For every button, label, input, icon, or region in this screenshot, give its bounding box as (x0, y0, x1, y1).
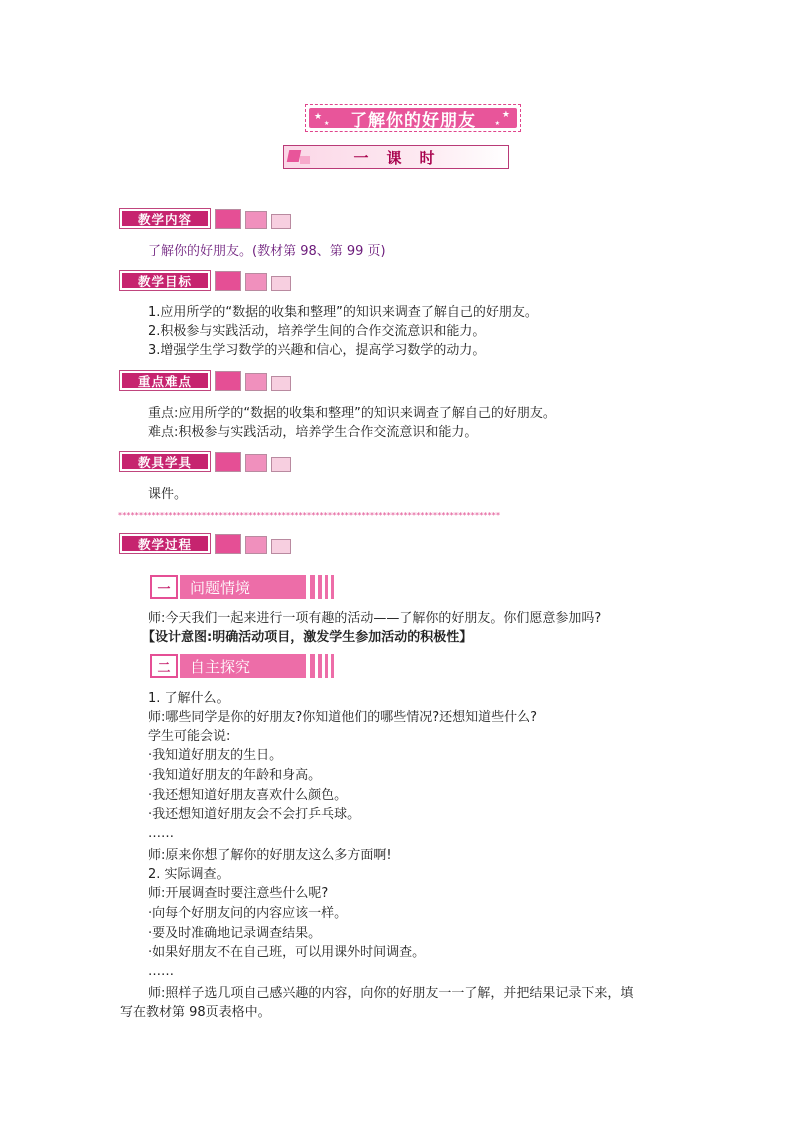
subtitle-banner (283, 145, 509, 169)
section-label: 教学内容 (122, 211, 208, 226)
goal-line: 3.增强学生学习数学的兴趣和信心，提高学习数学的动力。 (148, 343, 486, 358)
page-title: 了解你的好朋友 (350, 110, 476, 131)
decor-stripe-icon (331, 575, 334, 599)
part2-line: 学生可能会说: (148, 729, 231, 744)
part2-line: 师:照样子选几项自己感兴趣的内容，向你的好朋友一一了解，并把结果记录下来，填 (148, 986, 634, 1001)
goal-line: 1.应用所学的“数据的收集和整理”的知识来调查了解自己的好朋友。 (148, 305, 538, 320)
design-intent: 【设计意图:明确活动项目，激发学生参加活动的积极性】 (142, 630, 473, 645)
part2-line: ·如果好朋友不在自己班，可以用课外时间调查。 (148, 945, 426, 960)
content-line: 了解你的好朋友。(教材第 98、第 99 页) (148, 244, 386, 259)
part2-line: 1. 了解什么。 (148, 691, 230, 706)
section-header-content (119, 208, 299, 230)
dotted-divider: ******************************************************************************************* (118, 512, 501, 520)
part-header-2 (150, 654, 338, 678)
part2-line: …… (148, 964, 174, 979)
part2-line: 师:哪些同学是你的好朋友?你知道他们的哪些情况?还想知道些什么? (148, 710, 538, 725)
decor-stripe-icon (325, 575, 328, 599)
title-banner (305, 104, 521, 132)
section-label: 教学目标 (122, 273, 208, 288)
star-icon: ★ (501, 110, 510, 120)
part-number: 二 (150, 654, 178, 678)
part-title: 自主探究 (180, 654, 306, 678)
section-header-tools (119, 451, 299, 473)
section-label: 教具学具 (122, 454, 208, 469)
part2-line: 师:原来你想了解你的好朋友这么多方面啊! (148, 848, 392, 863)
decor-stripe-icon (310, 575, 315, 599)
subtitle-text: 一课时 (353, 148, 453, 167)
part2-line: ·我知道好朋友的生日。 (148, 748, 283, 763)
decor-square-icon (271, 276, 291, 291)
part1-line: 师:今天我们一起来进行一项有趣的活动——了解你的好朋友。你们愿意参加吗? (148, 611, 602, 626)
decor-square-icon (215, 209, 241, 229)
part-header-1 (150, 575, 338, 599)
decor-mark-icon (300, 156, 310, 164)
decor-square-icon (245, 273, 267, 291)
decor-stripe-icon (318, 575, 322, 599)
part2-line: 师:开展调查时要注意些什么呢? (148, 886, 329, 901)
part2-line: ·我还想知道好朋友喜欢什么颜色。 (148, 788, 348, 803)
goal-line: 2.积极参与实践活动，培养学生间的合作交流意识和能力。 (148, 324, 486, 339)
decor-square-icon (245, 454, 267, 472)
decor-stripe-icon (318, 654, 322, 678)
decor-stripe-icon (325, 654, 328, 678)
decor-square-icon (245, 373, 267, 391)
decor-square-icon (271, 457, 291, 472)
star-icon: ★ (494, 120, 500, 127)
star-icon: ★ (324, 120, 330, 127)
section-header-goals (119, 270, 299, 292)
decor-square-icon (215, 534, 241, 554)
part2-line: ·要及时准确地记录调查结果。 (148, 926, 322, 941)
decor-stripe-icon (331, 654, 334, 678)
part2-line: ·我知道好朋友的年龄和身高。 (148, 768, 322, 783)
section-label: 重点难点 (122, 373, 208, 388)
decor-square-icon (245, 536, 267, 554)
decor-square-icon (271, 376, 291, 391)
part2-line: ·向每个好朋友问的内容应该一样。 (148, 906, 348, 921)
part2-line: ·我还想知道好朋友会不会打乒乓球。 (148, 807, 361, 822)
part-number: 一 (150, 575, 178, 599)
section-header-keypoints (119, 370, 299, 392)
decor-square-icon (215, 371, 241, 391)
keypoint-line: 重点:应用所学的“数据的收集和整理”的知识来调查了解自己的好朋友。 (148, 406, 556, 421)
section-header-process (119, 533, 299, 555)
decor-square-icon (271, 214, 291, 229)
keypoint-line: 难点:积极参与实践活动，培养学生合作交流意识和能力。 (148, 425, 478, 440)
tools-line: 课件。 (148, 487, 188, 502)
decor-square-icon (245, 211, 267, 229)
decor-square-icon (271, 539, 291, 554)
part2-line: …… (148, 826, 174, 841)
part-title: 问题情境 (180, 575, 306, 599)
decor-square-icon (215, 452, 241, 472)
star-icon: ★ (314, 112, 323, 122)
part2-line: 2. 实际调查。 (148, 867, 230, 882)
part2-line: 写在教材第 98页表格中。 (120, 1005, 271, 1020)
decor-square-icon (215, 271, 241, 291)
decor-stripe-icon (310, 654, 315, 678)
section-label: 教学过程 (122, 536, 208, 551)
